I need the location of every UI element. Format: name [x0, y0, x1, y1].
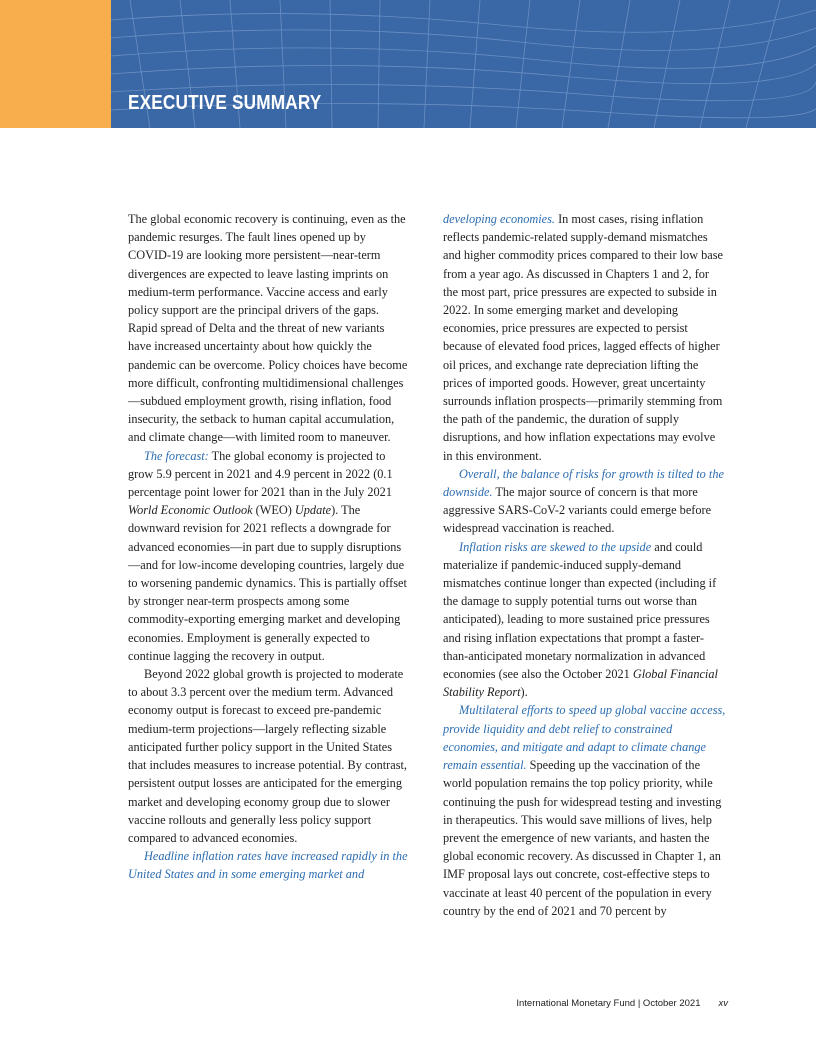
- paragraph-text: and could materialize if pandemic-induced supply-demand mismatches continue longer than expected (including if the damage to supply potential turns out worse than anticipated), leading to more sustained price pressures and rising inflation expectations that prompt a faster-than-anticipated monetary normalization in advanced economies (see also the October 2021: [443, 539, 717, 682]
- paragraph-text: ).: [520, 685, 528, 700]
- citation: World Economic Outlook: [128, 503, 253, 518]
- paragraph-text: The global economy is projected to grow 5.9 percent in 2021 and 4.9 percent in 2022 (0.1 percentage point lower for 2021 than in the July 2021: [128, 448, 393, 500]
- lead-phrase: Inflation risks are skewed to the upside: [459, 539, 652, 554]
- page-footer: [516, 998, 728, 1009]
- citation: Global Financial Stability Report: [443, 667, 718, 700]
- page-number: xv: [718, 998, 728, 1009]
- paragraph: The global economic recovery is continuing, even as the pandemic resurges. The fault lines opened up by COVID-19 are looking more persistent—near-term divergences are expected to leave lasting imprints on medium-term performance. Vaccine access and early policy support are the principal drivers of the gaps. Rapid spread of Delta and the threat of new variants have increased uncertainty about how quickly the pandemic can be overcome. Policy choices have become more difficult, confronting multidimensional challenges—subdued employment growth, rising inflation, food insecurity, the setback to human capital accumulation, and climate change—with limited room to maneuver.: [128, 212, 408, 445]
- citation: Update: [294, 503, 332, 518]
- lead-phrase: The forecast:: [144, 448, 209, 463]
- paragraph-text: In most cases, rising inflation reflects pandemic-related supply-demand mismatches and higher commodity prices compared to their low base from a year ago. As discussed in Chapters 1 and 2, for the most part, price pressures are expected to subside in 2022. In some emerging market and developing economies, price pressures are expected to persist because of elevated food prices, lagged effects of higher oil prices, and exchange rate depreciation lifting the prices of imported goods. However, great uncertainty surrounds inflation prospects—primarily stemming from the path of the pandemic, the duration of supply disruptions, and how inflation expectations may evolve in this environment.: [443, 212, 724, 463]
- footer-source: International Monetary Fund | October 2021: [516, 998, 701, 1009]
- orange-tab: [0, 0, 111, 128]
- paragraph: [443, 465, 727, 538]
- paragraph: [443, 210, 727, 465]
- paragraph-text: The major source of concern is that more aggressive SARS-CoV-2 variants could emerge before widespread vaccination is reached.: [443, 485, 712, 536]
- paragraph-text: ). The downward revision for 2021 reflects a downgrade for advanced economies—in part due to supply disruptions—and for low-income developing countries, largely due to worsening pandemic dynamics. This is partially offset by stronger near-term prospects among some commodity-exporting emerging market and developing economies. Employment is generally expected to continue lagging the recovery in output.: [128, 503, 407, 663]
- paragraph: [443, 538, 727, 702]
- paragraph: Beyond 2022 global growth is projected to moderate to about 3.3 percent over the medium term. Advanced economy output is forecast to exceed pre-pandemic medium-term projections—largely reflecting sizable anticipated further policy support in the United States that includes measures to increase potential. By contrast, persistent output losses are anticipated for the emerging market and developing economy group due to slower vaccine rollouts and generally less policy support compared to advanced economies.: [128, 667, 407, 845]
- paragraph-text: (WEO): [252, 503, 295, 518]
- paragraph-text: Speeding up the vaccination of the world population remains the top policy priority, while continuing the push for widespread testing and investing in therapeutics. This would save millions of lives, help prevent the emergence of new variants, and hasten the global economic recovery. As discussed in Chapter 1, an IMF proposal lays out concrete, cost-effective steps to vaccinate at least 40 percent of the population in every country by the end of 2021 and 70 percent by: [443, 758, 722, 918]
- page-title: EXECUTIVE SUMMARY: [128, 92, 322, 114]
- left-column: [128, 210, 410, 884]
- lead-phrase: Multilateral efforts to speed up global vaccine access, provide liquidity and debt relief to constrained economies, and mitigate and adapt to climate change remain essential.: [443, 703, 726, 773]
- header-banner: [0, 0, 816, 128]
- lead-phrase: developing economies.: [443, 212, 555, 226]
- lead-phrase: Overall, the balance of risks for growth is tilted to the downside.: [443, 466, 724, 500]
- mesh-pattern-graphic: [0, 0, 816, 128]
- paragraph: [443, 701, 727, 919]
- lead-phrase: Headline inflation rates have increased rapidly in the United States and in some emerging market and: [128, 849, 408, 882]
- right-column: [443, 210, 727, 920]
- paragraph: [128, 447, 410, 665]
